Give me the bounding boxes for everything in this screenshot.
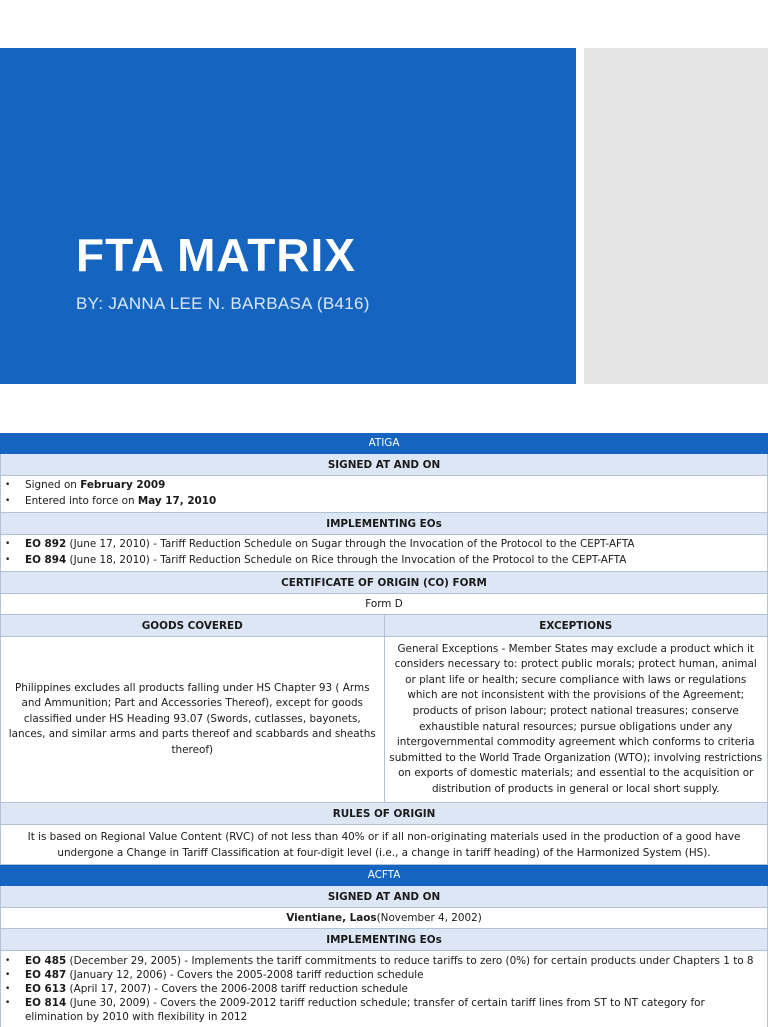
list-item: • EO 485 (December 29, 2005) - Implements the tariff commitments to reduce tariffs to zero (0%) for certain products under Chapters 1 to 8 — [5, 954, 763, 968]
atiga-goods-exceptions-body — [0, 637, 768, 803]
acfta-signed-header: SIGNED AT AND ON — [0, 886, 768, 908]
exceptions-text: General Exceptions - Member States may exclude a product which it considers necessary to: protect public morals; protect human, animal or plant life or health; secure compliance with laws or regulations which are not inconsistent with the provisions of the Agreement; products of prison labour; protect national treasures; conserve exhaustible natural resources; pursue obligations under any intergovernmental commodity agreement which conforms to criteria submitted to the World Trade Organization (WTO); involving restrictions on exports of domestic materials; and essential to the acquisition or distribution of products in general or local short supply. — [384, 637, 768, 802]
title-panel — [0, 48, 576, 384]
atiga-signed-header: SIGNED AT AND ON — [0, 454, 768, 476]
atiga-eo-list — [0, 535, 768, 572]
atiga-band: ATIGA — [0, 433, 768, 454]
signed-place: Vientiane, Laos — [286, 912, 377, 924]
goods-covered-header: GOODS COVERED — [1, 615, 384, 636]
atiga-rules-text: It is based on Regional Value Content (RVC) of not less than 40% or if all non-originating materials used in the production of a good have undergone a Change in Tariff Classification at four-digit level (i.e., a change in tariff heading) of the Harmonized System (HS). — [0, 825, 768, 865]
acfta-signed-value — [0, 908, 768, 929]
slide-title: FTA MATRIX — [76, 229, 356, 281]
signed-date: (November 4, 2002) — [376, 912, 482, 924]
side-panel — [584, 48, 768, 384]
list-item: • EO 613 (April 17, 2007) - Covers the 2006-2008 tariff reduction schedule — [5, 982, 763, 996]
atiga-co-header: CERTIFICATE OF ORIGIN (CO) FORM — [0, 572, 768, 594]
atiga-goods-exceptions-header — [0, 615, 768, 637]
slide-subtitle: BY: JANNA LEE N. BARBASA (B416) — [76, 294, 370, 313]
list-item: • EO 487 (January 12, 2006) - Covers the 2005-2008 tariff reduction schedule — [5, 968, 763, 982]
atiga-signed-list — [0, 476, 768, 513]
list-item: • EO 892 (June 17, 2010) - Tariff Reduction Schedule on Sugar through the Invocation of the Protocol to the CEPT-AFTA — [5, 537, 763, 553]
list-item: • Entered into force on May 17, 2010 — [5, 494, 763, 510]
atiga-rules-header: RULES OF ORIGIN — [0, 803, 768, 825]
exceptions-header: EXCEPTIONS — [384, 615, 768, 636]
atiga-co-value: Form D — [0, 594, 768, 615]
fta-matrix-table — [0, 433, 768, 1027]
acfta-band: ACFTA — [0, 865, 768, 886]
title-slide — [0, 0, 768, 400]
goods-covered-text: Philippines excludes all products falling under HS Chapter 93 ( Arms and Ammunition; Part and Accessories Thereof), except for goods classified under HS Heading 93.07 (Swords, cutlasses, bayonets, lances, and similar arms and parts thereof and scabbards and sheaths thereof) — [8, 681, 376, 756]
acfta-eo-list — [0, 951, 768, 1027]
list-item: • EO 894 (June 18, 2010) - Tariff Reduction Schedule on Rice through the Invocation of the Protocol to the CEPT-AFTA — [5, 553, 763, 569]
list-item: • Signed on February 2009 — [5, 478, 763, 494]
list-item: • EO 814 (June 30, 2009) - Covers the 2009-2012 tariff reduction schedule; transfer of certain tariff lines from ST to NT category for elimination by 2010 with flexibility in 2012 — [5, 996, 763, 1024]
atiga-eo-header: IMPLEMENTING EOs — [0, 513, 768, 535]
acfta-eo-header: IMPLEMENTING EOs — [0, 929, 768, 951]
